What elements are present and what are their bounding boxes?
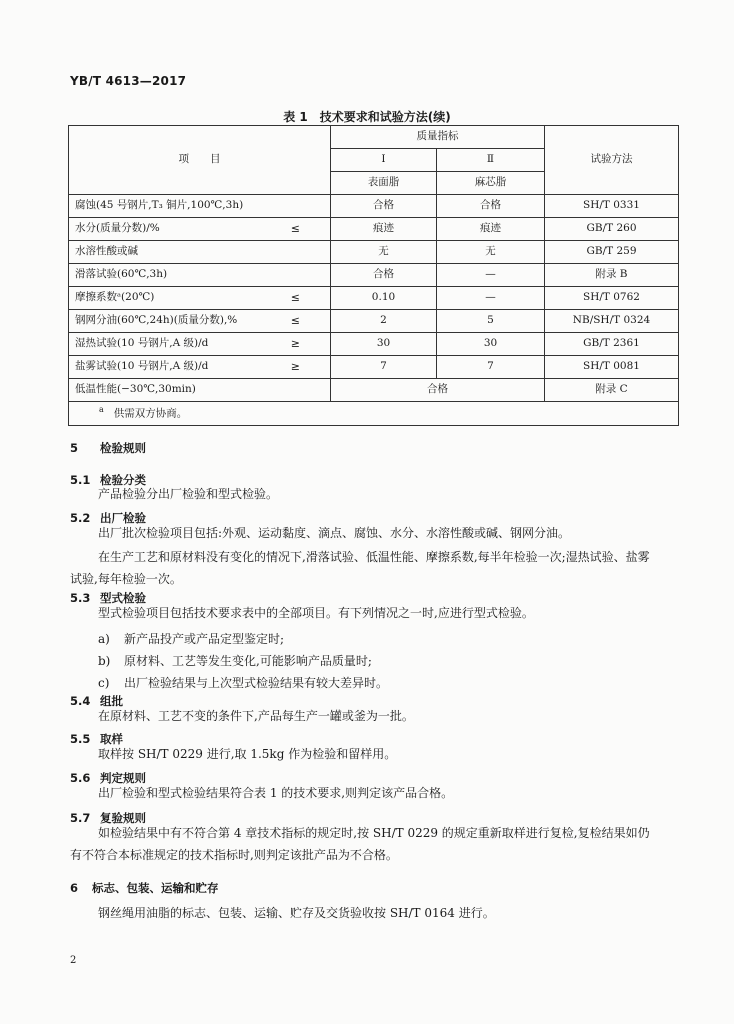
section-5-4-text: 在原材料、工艺不变的条件下,产品每生产一罐或釜为一批。 — [98, 709, 414, 723]
row-method: 附录 C — [545, 379, 679, 402]
row-value-grade1: 无 — [331, 241, 437, 264]
row-item: 湿热试验(10 号钢片,A 级)/d ≥ — [69, 333, 331, 356]
row-method: NB/SH/T 0324 — [545, 310, 679, 333]
section-5-1-heading: 5.1 检验分类 — [70, 473, 146, 487]
row-value-grade1: 30 — [331, 333, 437, 356]
section-5-6-heading: 5.6 判定规则 — [70, 771, 146, 785]
table-row — [69, 333, 679, 356]
row-value-grade1: 2 — [331, 310, 437, 333]
col-item-header: 项 目 — [69, 126, 331, 195]
section-5-6-text: 出厂检验和型式检验结果符合表 1 的技术要求,则判定该产品合格。 — [98, 786, 454, 800]
row-value-grade2: — — [437, 264, 545, 287]
section-5-heading: 5 检验规则 — [70, 441, 146, 455]
row-item: 水溶性酸或碱 — [69, 241, 331, 264]
row-method: GB/T 260 — [545, 218, 679, 241]
row-value-grade2: 30 — [437, 333, 545, 356]
table-row — [69, 195, 679, 218]
table-row — [69, 287, 679, 310]
table-header-row — [69, 126, 679, 149]
row-value-grade2: 痕迹 — [437, 218, 545, 241]
table-row — [69, 264, 679, 287]
section-5-5-text: 取样按 SH/T 0229 进行,取 1.5kg 作为检验和留样用。 — [98, 747, 397, 761]
section-5-2-heading: 5.2 出厂检验 — [70, 511, 146, 525]
grade1-label: Ⅰ — [331, 149, 437, 172]
row-value-grade2: 无 — [437, 241, 545, 264]
row-item: 腐蚀(45 号钢片,T₃ 铜片,100℃,3h) — [69, 195, 331, 218]
page-number: 2 — [70, 955, 77, 966]
table-footnote: $^a$ 供需双方协商。 — [69, 402, 679, 426]
section-5-5-heading: 5.5 取样 — [70, 732, 123, 746]
section-5-7-heading: 5.7 复验规则 — [70, 811, 146, 825]
section-6-text: 钢丝绳用油脂的标志、包装、运输、贮存及交货验收按 SH/T 0164 进行。 — [98, 906, 495, 920]
row-item: 摩擦系数ᵃ(20℃) ≤ — [69, 287, 331, 310]
standard-code: YB/T 4613—2017 — [70, 74, 187, 88]
row-value-grade1: 合格 — [331, 195, 437, 218]
row-value-grade1: 7 — [331, 356, 437, 379]
spec-table — [68, 125, 679, 426]
table-row — [69, 310, 679, 333]
row-method: GB/T 259 — [545, 241, 679, 264]
row-value-grade2: — — [437, 287, 545, 310]
table-footnote-row — [69, 402, 679, 426]
table-caption: 表 1 技术要求和试验方法(续) — [283, 110, 451, 124]
grade2-label: Ⅱ — [437, 149, 545, 172]
list-item: c) 出厂检验结果与上次型式检验结果有较大差异时。 — [98, 676, 389, 690]
section-5-4-heading: 5.4 组批 — [70, 694, 123, 708]
section-5-2-text-2: 在生产工艺和原材料没有变化的情况下,滑落试验、低温性能、摩擦系数,每半年检验一次;湿热试验、盐雾试验,每年检验一次。 — [70, 550, 650, 586]
table-row — [69, 379, 679, 402]
row-method: GB/T 2361 — [545, 333, 679, 356]
row-value-grade2: 7 — [437, 356, 545, 379]
grade1-name: 表面脂 — [331, 172, 437, 195]
row-value-grade1: 0.10 — [331, 287, 437, 310]
section-6-heading: 6 标志、包装、运输和贮存 — [70, 881, 219, 895]
section-5-7-text: 如检验结果中有不符合第 4 章技术指标的规定时,按 SH/T 0229 的规定重新取样进行复检,复检结果如仍有不符合本标准规定的技术指标时,则判定该批产品为不合格。 — [70, 826, 650, 862]
grade2-name: 麻芯脂 — [437, 172, 545, 195]
row-item: 水分(质量分数)/% ≤ — [69, 218, 331, 241]
section-5-1-text: 产品检验分出厂检验和型式检验。 — [98, 487, 279, 501]
row-method: SH/T 0081 — [545, 356, 679, 379]
section-5-2-text-1: 出厂批次检验项目包括:外观、运动黏度、滴点、腐蚀、水分、水溶性酸或碱、钢网分油。 — [98, 526, 571, 540]
col-method-header: 试验方法 — [545, 126, 679, 195]
row-method: SH/T 0331 — [545, 195, 679, 218]
row-value-grade1: 痕迹 — [331, 218, 437, 241]
table-row — [69, 218, 679, 241]
row-item: 低温性能(−30℃,30min) — [69, 379, 331, 402]
row-item: 盐雾试验(10 号钢片,A 级)/d ≥ — [69, 356, 331, 379]
row-method: SH/T 0762 — [545, 287, 679, 310]
row-value-grade2: 合格 — [437, 195, 545, 218]
row-value-merged: 合格 — [331, 379, 545, 402]
row-value-grade2: 5 — [437, 310, 545, 333]
section-5-3-text: 型式检验项目包括技术要求表中的全部项目。有下列情况之一时,应进行型式检验。 — [98, 606, 534, 620]
row-item: 滑落试验(60℃,3h) — [69, 264, 331, 287]
col-quality-header: 质量指标 — [331, 126, 545, 149]
table-row — [69, 356, 679, 379]
list-item: b) 原材料、工艺等发生变化,可能影响产品质量时; — [98, 654, 372, 668]
section-5-3-heading: 5.3 型式检验 — [70, 591, 146, 605]
row-value-grade1: 合格 — [331, 264, 437, 287]
row-item: 钢网分油(60℃,24h)(质量分数),% ≤ — [69, 310, 331, 333]
list-item: a) 新产品投产或产品定型鉴定时; — [98, 632, 285, 646]
row-method: 附录 B — [545, 264, 679, 287]
table-row — [69, 241, 679, 264]
